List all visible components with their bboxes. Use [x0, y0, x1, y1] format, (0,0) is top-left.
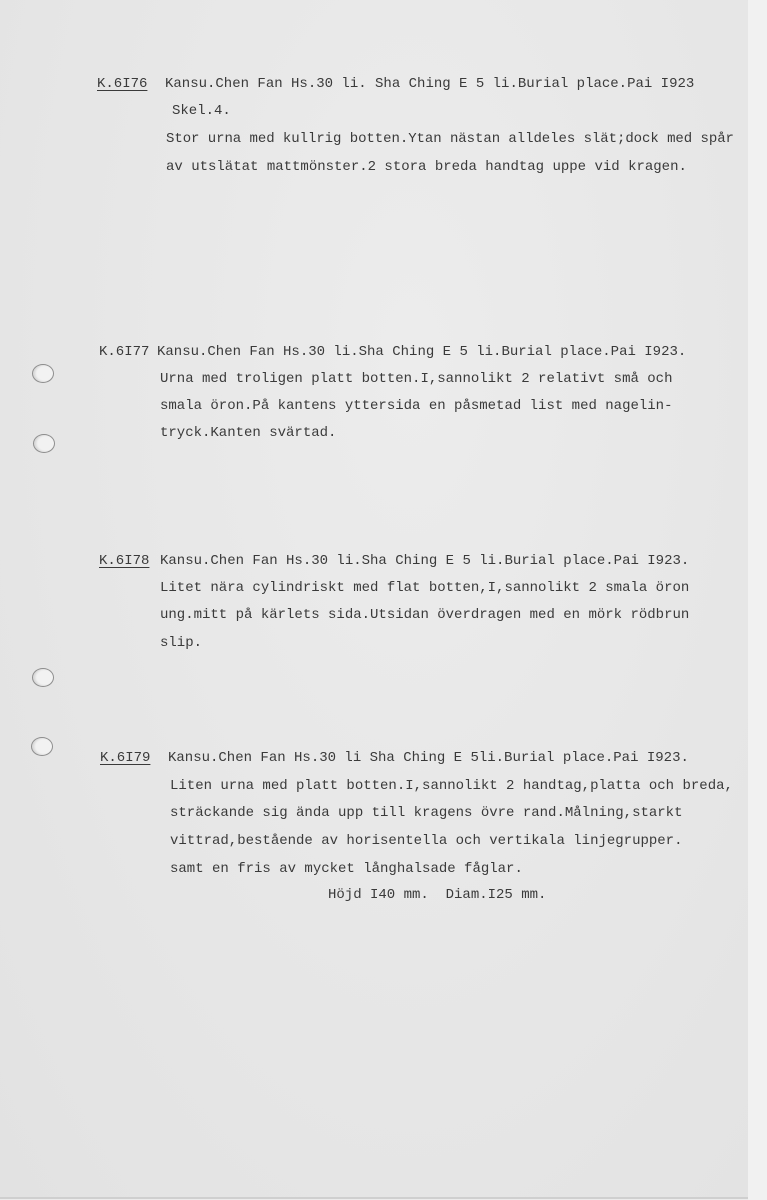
entry-line: sträckande sig ända upp till kragens övre rand.Målning,starkt	[170, 805, 683, 821]
page-edge	[748, 0, 767, 1200]
entry-line: vittrad,bestående av horisentella och vertikala linjegrupper.	[170, 833, 683, 849]
entry-line: samt en fris av mycket långhalsade fåglar.	[170, 861, 523, 877]
entry-line: ung.mitt på kärlets sida.Utsidan överdragen med en mörk rödbrun	[160, 607, 690, 623]
entry-header: Kansu.Chen Fan Hs.30 li.Sha Ching E 5 li.Burial place.Pai I923.	[157, 344, 687, 360]
entry-line: tryck.Kanten svärtad.	[160, 425, 337, 441]
punch-hole	[33, 434, 55, 453]
punch-hole	[32, 364, 54, 383]
entry-line: Skel.4.	[172, 103, 231, 119]
entry-header: Kansu.Chen Fan Hs.30 li. Sha Ching E 5 li.Burial place.Pai I923	[165, 76, 695, 92]
entry-line: av utslätat mattmönster.2 stora breda handtag uppe vid kragen.	[166, 159, 687, 175]
entry-line: Litet nära cylindriskt med flat botten,I,sannolikt 2 smala öron	[160, 580, 690, 596]
entry-line: Urna med troligen platt botten.I,sannolikt 2 relativt små och	[160, 371, 673, 387]
entry-line: slip.	[160, 635, 203, 651]
entry-header: Kansu.Chen Fan Hs.30 li.Sha Ching E 5 li.Burial place.Pai I923.	[160, 553, 690, 569]
catalog-number: K.6I79	[100, 750, 151, 766]
entry-line: Stor urna med kullrig botten.Ytan nästan alldeles slät;dock med spår	[166, 131, 734, 147]
catalog-number: K.6I76	[97, 76, 148, 92]
punch-hole	[32, 668, 54, 687]
entry-line: smala öron.På kantens yttersida en påsmetad list med nagelin-	[160, 398, 673, 414]
measurements: Höjd I40 mm. Diam.I25 mm.	[328, 887, 547, 903]
entry-line: Liten urna med platt botten.I,sannolikt 2 handtag,platta och breda,	[170, 778, 733, 794]
punch-hole	[31, 737, 53, 756]
entry-header: Kansu.Chen Fan Hs.30 li Sha Ching E 5li.Burial place.Pai I923.	[168, 750, 689, 766]
catalog-number: K.6I78	[99, 553, 150, 569]
catalog-number: K.6I77	[99, 344, 150, 360]
